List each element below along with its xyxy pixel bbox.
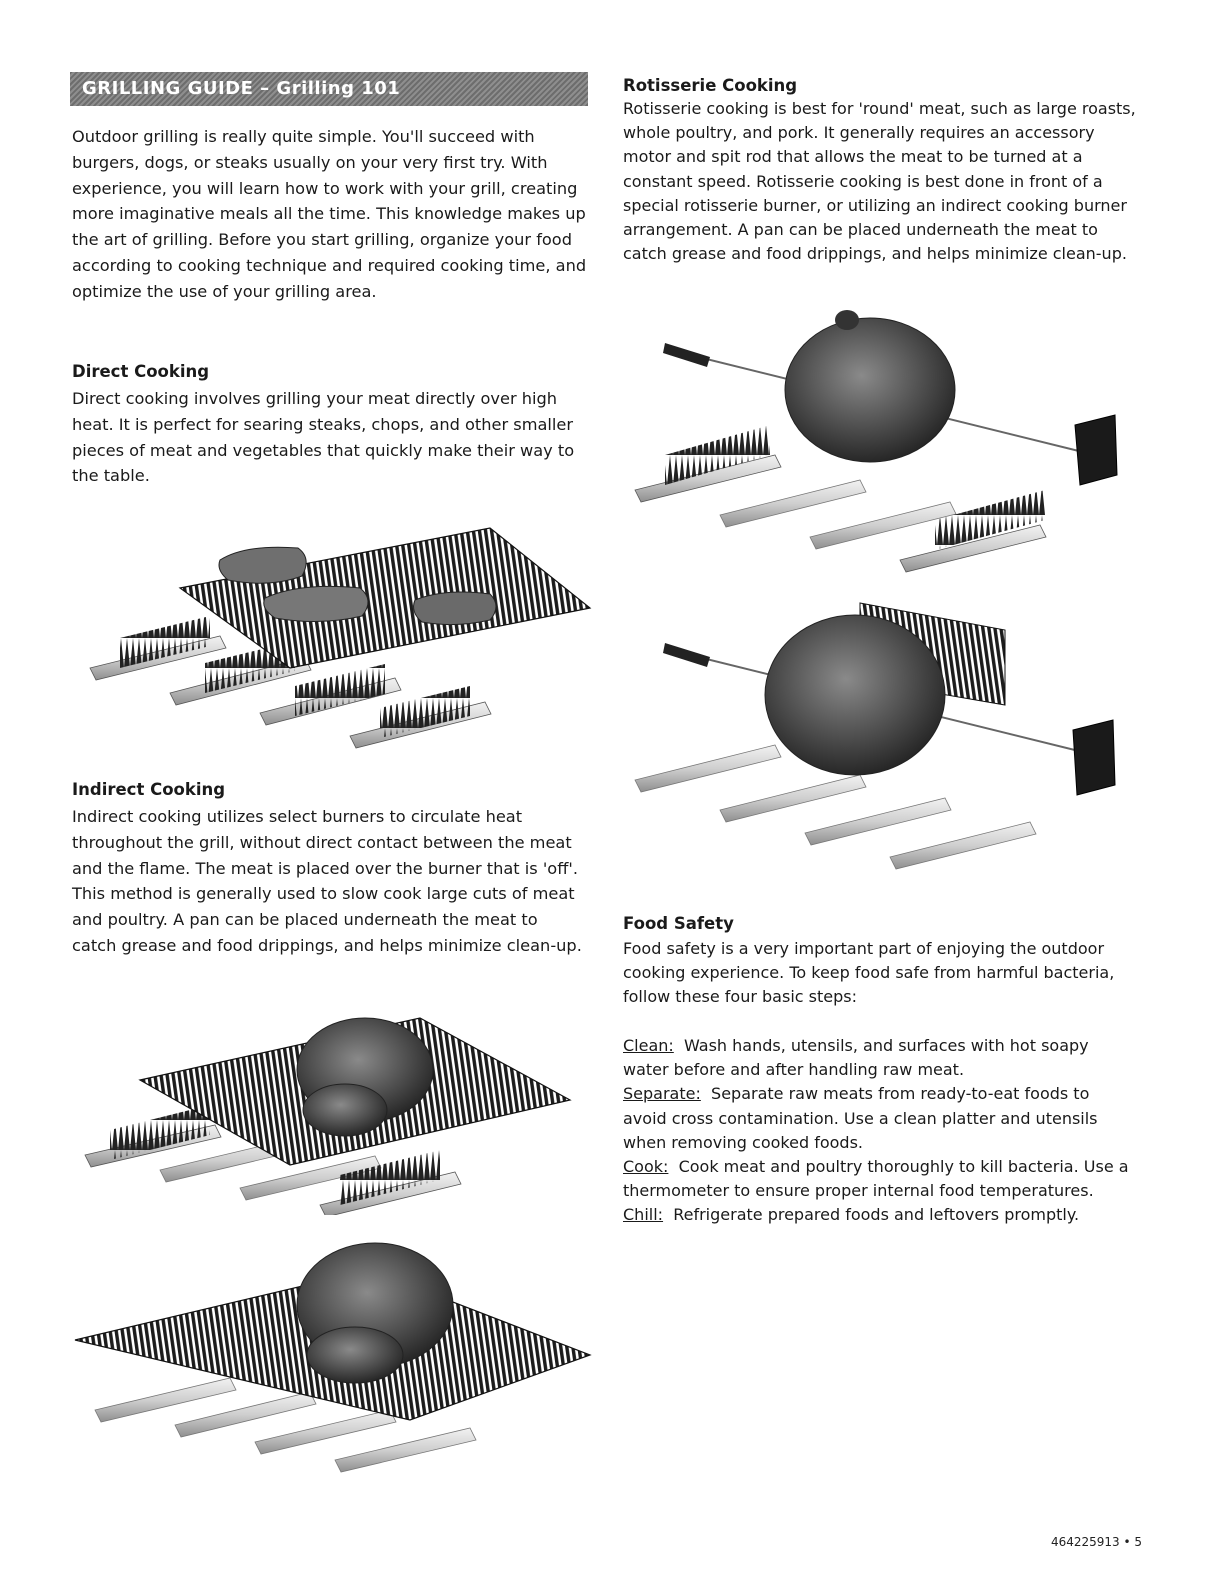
indirect-cooking-illustration — [70, 1000, 600, 1215]
rotisserie-motor — [1075, 415, 1117, 485]
direct-cooking-heading: Direct Cooking — [72, 362, 210, 381]
step-text: Cook meat and poultry thoroughly to kill bacteria. Use a thermometer to ensure proper internal food temperatures. — [623, 1157, 1129, 1201]
step-term: Chill: — [623, 1205, 664, 1225]
indirect-cooking-illustration-2 — [70, 1230, 600, 1480]
step-text: Separate raw meats from ready-to-eat foods to avoid cross contamination. Use a clean platter and utensils when removing cooked foods. — [623, 1084, 1098, 1152]
whole-poultry — [765, 615, 945, 775]
indirect-cooking-body: Indirect cooking utilizes select burners to circulate heat throughout the grill, without direct contact between the meat and the flame. The meat is placed over the burner that is 'off'. This method is generally used to slow cook large cuts of meat and poultry. A pan can be placed underneath the meat to catch grease and food drippings, and helps minimize clean-up. — [72, 807, 582, 955]
direct-cooking-illustration — [70, 518, 600, 758]
step-cook — [623, 1155, 1138, 1203]
spit-handle — [663, 343, 710, 367]
indirect-cooking-heading: Indirect Cooking — [72, 780, 226, 799]
step-chill — [623, 1203, 1138, 1227]
step-separate — [623, 1082, 1138, 1155]
intro-paragraph: Outdoor grilling is really quite simple. You'll succeed with burgers, dogs, or steaks usually on your very first try. With experience, you will learn how to work with your grill, creating more imaginative meals all the time. This knowledge makes up the art of grilling. Before you start grilling, organize your food according to cooking technique and required cooking time, and optimize the use of your grilling area. — [72, 127, 587, 301]
step-text: Refrigerate prepared foods and leftovers promptly. — [673, 1205, 1080, 1225]
step-text: Wash hands, utensils, and surfaces with hot soapy water before and after handling raw meat. — [623, 1036, 1089, 1080]
step-term: Cook: — [623, 1157, 669, 1177]
section-banner: GRILLING GUIDE – Grilling 101 — [70, 72, 588, 106]
step-clean — [623, 1034, 1138, 1082]
rotisserie-illustration-2 — [625, 595, 1155, 880]
step-term: Separate: — [623, 1084, 701, 1104]
rotisserie-illustration — [625, 305, 1155, 580]
spit-handle — [663, 643, 710, 667]
page-footer: 464225913 • 5 — [1050, 1535, 1142, 1549]
rotisserie-motor — [1073, 720, 1115, 795]
cooking-grate — [180, 528, 590, 668]
food-safety-body: Food safety is a very important part of enjoying the outdoor cooking experience. To keep food safe from harmful bacteria, follow these four basic steps: — [623, 939, 1115, 1007]
direct-cooking-body: Direct cooking involves grilling your meat directly over high heat. It is perfect for searing steaks, chops, and other smaller pieces of meat and vegetables that quickly make their way to the table. — [72, 389, 575, 486]
whole-poultry — [785, 310, 955, 462]
rotisserie-cooking-body: Rotisserie cooking is best for 'round' meat, such as large roasts, whole poultry, and pork. It generally requires an accessory motor and spit rod that allows the meat to be turned at a constant speed. Rotisserie cooking is best done in front of a special rotisserie burner, or utilizing an indirect cooking burner arrangement. A pan can be placed underneath the meat to catch grease and food drippings, and helps minimize clean-up. — [623, 99, 1136, 264]
rotisserie-cooking-heading: Rotisserie Cooking — [623, 76, 798, 95]
food-safety-heading: Food Safety — [623, 914, 734, 933]
food-safety-steps — [623, 1034, 1138, 1228]
step-term: Clean: — [623, 1036, 674, 1055]
